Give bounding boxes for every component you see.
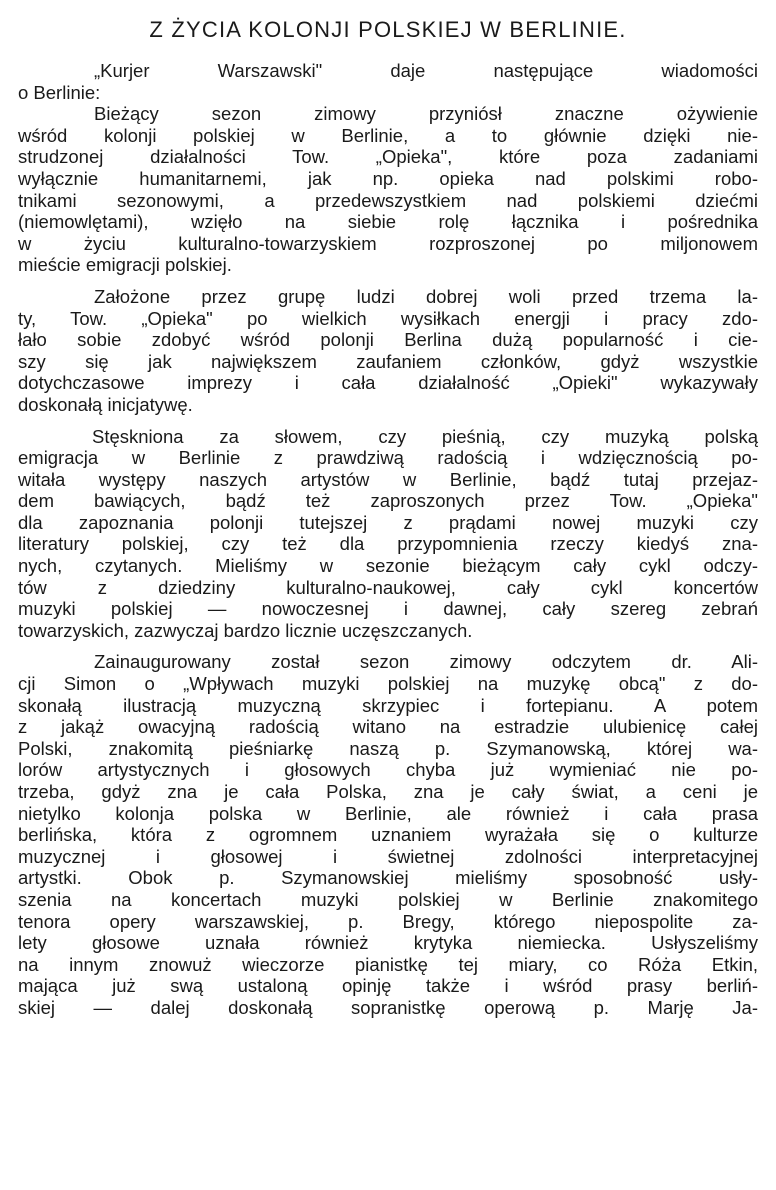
text-line: ty, Tow. „Opieka" po wielkich wysiłkach energji i pracy zdo- [18, 307, 758, 329]
text-line: trzeba, gdyż zna je cała Polska, zna je cały świat, a ceni je [18, 781, 758, 802]
text-line: strudzonej działalności Tow. „Opieka", które poza zadaniami [18, 146, 758, 168]
paragraph-gap [18, 416, 758, 426]
text-line: nietylko kolonja polska w Berlinie, ale również i cała prasa [18, 802, 758, 824]
text-line: szenia na koncertach muzyki polskiej w Berlinie znakomitego [18, 888, 758, 910]
text-line: lorów artystycznych i głosowych chyba już wymieniać nie po- [18, 759, 758, 781]
text-line: tów z dziedziny kulturalno-naukowej, cały cykl koncertów [18, 576, 758, 598]
text-line: cji Simon o „Wpływach muzyki polskiej na muzykę obcą" z do- [18, 673, 758, 695]
text-line: skiej — dalej doskonałą sopranistkę operową p. Marję Ja- [18, 996, 758, 1018]
paragraph-1 [18, 60, 758, 103]
text-line: dla zapoznania polonji tutejszej z prądami nowej muzyki czy [18, 511, 758, 533]
paragraph-gap [18, 641, 758, 651]
paragraph-5 [18, 651, 758, 1018]
text-line: witała występy naszych artystów w Berlinie, bądź tutaj przejaz- [18, 468, 758, 490]
text-line: artystki. Obok p. Szymanowskiej mieliśmy sposobność usły- [18, 867, 758, 889]
paragraph-3 [18, 286, 758, 416]
text-line: Zainaugurowany został sezon zimowy odczytem dr. Ali- [94, 651, 758, 673]
text-line: literatury polskiej, czy też dla przypomnienia rzeczy kiedyś zna- [18, 533, 758, 555]
text-line: tnikami sezonowymi, a przedewszystkiem nad polskiemi dziećmi [18, 189, 758, 211]
text-line: mieście emigracji polskiej. [18, 254, 232, 276]
text-line: lety głosowe uznała również krytyka niemiecka. Usłyszeliśmy [18, 932, 758, 954]
text-line: z jakąż owacyjną radością witano na estradzie ulubienicę całej [18, 716, 758, 738]
text-line: wyłącznie humanitarnemi, jak np. opieka nad polskimi robo- [18, 167, 758, 189]
text-line: berlińska, która z ogromnem uznaniem wyrażała się o kulturze [18, 824, 758, 846]
text-line: dem bawiących, bądź też zaproszonych przez Tow. „Opieka" [18, 490, 758, 512]
text-line: na innym znowuż wieczorze pianistkę tej miary, co Róża Etkin, [18, 953, 758, 975]
text-line: muzyki polskiej — nowoczesnej i dawnej, cały szereg zebrań [18, 598, 758, 620]
text-line: o Berlinie: [18, 81, 101, 103]
text-line: wśród kolonji polskiej w Berlinie, a to głównie dzięki nie- [18, 124, 758, 146]
text-line: w życiu kulturalno-towarzyskiem rozproszonej po miljonowem [18, 232, 758, 254]
text-line: doskonałą inicjatywę. [18, 393, 193, 415]
text-line: Polski, znakomitą pieśniarkę naszą p. Szymanowską, której wa- [18, 737, 758, 759]
text-line: Bieżący sezon zimowy przyniósł znaczne ożywienie [94, 103, 758, 125]
text-line: skonałą ilustracją muzyczną skrzypiec i fortepianu. A potem [18, 694, 758, 716]
paragraph-4 [18, 426, 758, 642]
article-title: Z ŻYCIA KOLONJI POLSKIEJ W BERLINIE. [149, 17, 627, 42]
text-line: towarzyskich, zazwyczaj bardzo licznie uczęszczanych. [18, 619, 473, 641]
text-line: dotychczasowe imprezy i cała działalność „Opieki" wykazywały [18, 372, 758, 394]
paragraph-gap [18, 276, 758, 286]
paragraph-2 [18, 103, 758, 276]
text-line: tenora opery warszawskiej, p. Bregy, którego niepospolite za- [18, 910, 758, 932]
text-line: „Kurjer Warszawski" daje następujące wiadomości [94, 60, 758, 81]
text-line: Założone przez grupę ludzi dobrej woli przed trzema la- [94, 285, 758, 307]
text-line: (niemowlętami), wzięło na siebie rolę łącznika i pośrednika [18, 211, 758, 233]
text-line: nych, czytanych. Mieliśmy w sezonie bieżącym cały cykl odczy- [18, 555, 758, 577]
text-line: mająca już swą ustaloną opinję także i wśród prasy berliń- [18, 975, 758, 997]
text-line: łało sobie zdobyć wśród polonji Berlina dużą popularność i cie- [18, 329, 758, 351]
text-line: emigracja w Berlinie z prawdziwą radością i wdzięcznością po- [18, 447, 758, 469]
text-line: szy się jak największem zaufaniem członków, gdyż wszystkie [18, 350, 758, 372]
text-line: muzycznej i głosowej i świetnej zdolności interpretacyjnej [18, 845, 758, 867]
text-line: Stęskniona za słowem, czy pieśnią, czy muzyką polską [92, 425, 758, 447]
